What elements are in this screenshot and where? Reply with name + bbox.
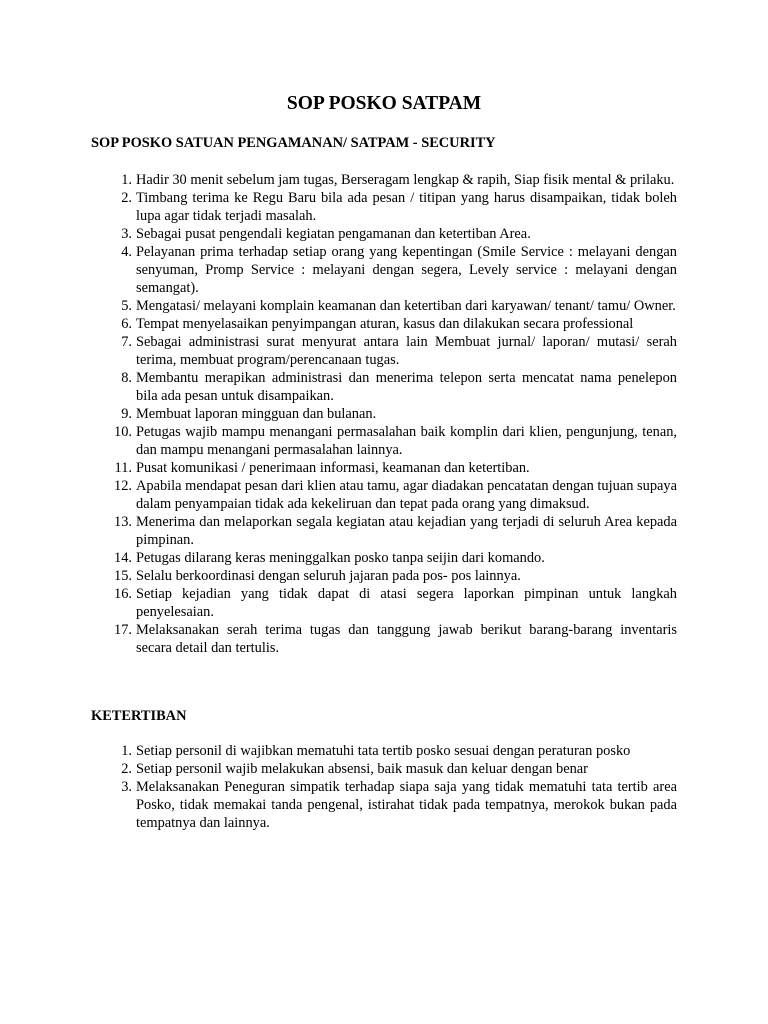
- list-item: [91, 778, 677, 832]
- section-heading-ketertiban: KETERTIBAN: [91, 708, 187, 724]
- list-item-text: Tempat menyelasaikan penyimpangan aturan, kasus dan dilakukan secara professional: [136, 316, 634, 332]
- list-item-text: Selalu berkoordinasi dengan seluruh jajaran pada pos- pos lainnya.: [136, 568, 521, 584]
- list-item-number: 3.: [121, 779, 132, 795]
- list-item: [91, 742, 677, 760]
- list-item-text: Mengatasi/ melayani komplain keamanan dan ketertiban dari karyawan/ tenant/ tamu/ Owner.: [136, 298, 676, 314]
- section-heading-sop: SOP POSKO SATUAN PENGAMANAN/ SATPAM - SECURITY: [91, 135, 496, 151]
- list-item-number: 2.: [121, 761, 132, 777]
- list-item-number: 2.: [121, 190, 132, 206]
- list-item-text: Sebagai administrasi surat menyurat antara lain Membuat jurnal/ laporan/ mutasi/ serah terima, membuat program/perencanaan tugas.: [136, 334, 677, 368]
- list-item: [91, 585, 677, 621]
- list-item-text: Setiap personil wajib melakukan absensi, baik masuk dan keluar dengan benar: [136, 761, 588, 777]
- list-item-number: 14.: [114, 550, 132, 566]
- list-item-number: 15.: [114, 568, 132, 584]
- list-item-text: Melaksanakan Peneguran simpatik terhadap siapa saja yang tidak mematuhi tata tertib area Posko, tidak memakai tanda pengenal, istirahat tidak pada tempatnya, merokok bukan pada tempatnya dan lainnya.: [136, 779, 677, 831]
- list-item: [91, 549, 677, 567]
- list-item-number: 7.: [121, 334, 132, 350]
- list-item: [91, 189, 677, 225]
- list-item-number: 12.: [114, 478, 132, 494]
- list-item-number: 10.: [114, 424, 132, 440]
- list-item-number: 9.: [121, 406, 132, 422]
- list-item-text: Setiap personil di wajibkan mematuhi tata tertib posko sesuai dengan peraturan posko: [136, 743, 631, 759]
- list-item-number: 6.: [121, 316, 132, 332]
- list-item-text: Setiap kejadian yang tidak dapat di atasi segera laporkan pimpinan untuk langkah penyelesaian.: [136, 586, 677, 620]
- list-item: [91, 225, 677, 243]
- list-item-number: 4.: [121, 244, 132, 260]
- list-item-text: Menerima dan melaporkan segala kegiatan atau kejadian yang terjadi di seluruh Area kepada pimpinan.: [136, 514, 677, 548]
- list-item: [91, 405, 677, 423]
- list-item: [91, 369, 677, 405]
- list-item-text: Apabila mendapat pesan dari klien atau tamu, agar diadakan pencatatan dengan tujuan supaya dalam penyampaian tidak ada kekeliruan dan tepat pada orang yang dimaksud.: [136, 478, 677, 512]
- list-item-text: Pelayanan prima terhadap setiap orang yang kepentingan (Smile Service : melayani dengan senyuman, Promp Service : melayani dengan segera, Levely service : melayani dengan semangat).: [136, 244, 677, 296]
- list-item-number: 17.: [114, 622, 132, 638]
- list-item: [91, 513, 677, 549]
- list-item-number: 13.: [114, 514, 132, 530]
- list-item-text: Membuat laporan mingguan dan bulanan.: [136, 406, 377, 422]
- list-item: [91, 760, 677, 778]
- list-item-text: Pusat komunikasi / penerimaan informasi, keamanan dan ketertiban.: [136, 460, 530, 476]
- list-item: [91, 315, 677, 333]
- list-item: [91, 621, 677, 657]
- list-item-text: Sebagai pusat pengendali kegiatan pengamanan dan ketertiban Area.: [136, 226, 531, 242]
- list-item: [91, 459, 677, 477]
- list-item-number: 16.: [114, 586, 132, 602]
- list-item-text: Petugas wajib mampu menangani permasalahan baik komplin dari klien, pengunjung, tenan, dan mampu menangani permasalahan lainnya.: [136, 424, 677, 458]
- sop-list: [91, 171, 677, 657]
- document-title: SOP POSKO SATPAM: [286, 93, 482, 114]
- list-item-text: Melaksanakan serah terima tugas dan tanggung jawab berikut barang-barang inventaris secara detail dan tertulis.: [136, 622, 677, 656]
- list-item: [91, 477, 677, 513]
- list-item-number: 3.: [121, 226, 132, 242]
- list-item-text: Hadir 30 menit sebelum jam tugas, Berseragam lengkap & rapih, Siap fisik mental & prilaku.: [136, 172, 675, 188]
- list-item-number: 5.: [121, 298, 132, 314]
- list-item-text: Membantu merapikan administrasi dan menerima telepon serta mencatat nama penelepon bila ada pesan untuk disampaikan.: [136, 370, 677, 404]
- list-item: [91, 171, 677, 189]
- ketertiban-list: [91, 742, 677, 832]
- list-item: [91, 567, 677, 585]
- list-item-number: 8.: [121, 370, 132, 386]
- list-item-number: 1.: [121, 743, 132, 759]
- list-item: [91, 243, 677, 297]
- list-item-number: 1.: [121, 172, 132, 188]
- list-item: [91, 423, 677, 459]
- list-item: [91, 333, 677, 369]
- list-item: [91, 297, 677, 315]
- list-item-text: Petugas dilarang keras meninggalkan posko tanpa seijin dari komando.: [136, 550, 545, 566]
- list-item-text: Timbang terima ke Regu Baru bila ada pesan / titipan yang harus disampaikan, tidak boleh lupa agar tidak terjadi masalah.: [136, 190, 677, 224]
- list-item-number: 11.: [114, 460, 132, 476]
